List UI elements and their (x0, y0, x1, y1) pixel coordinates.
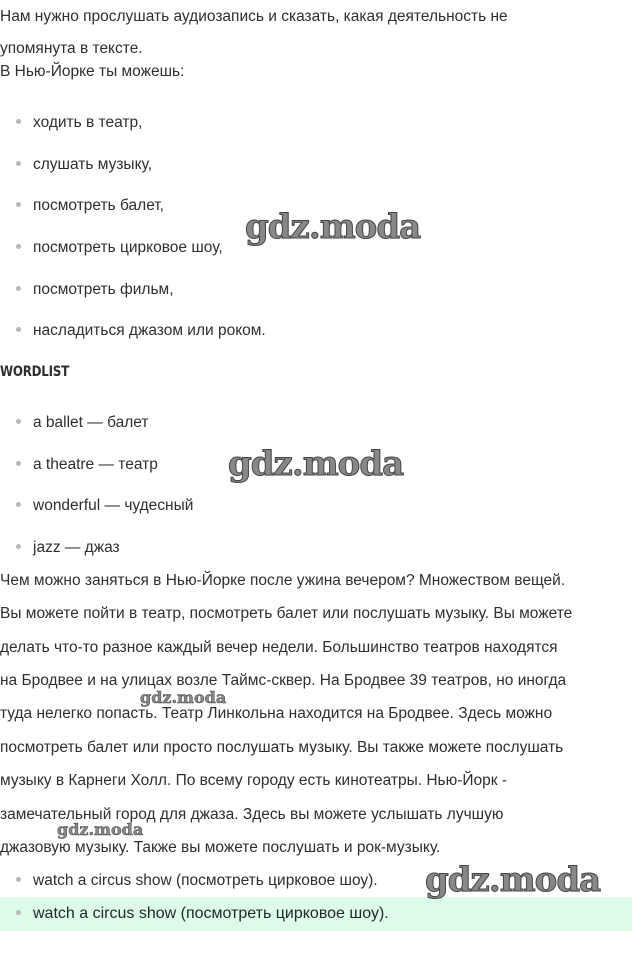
answer-item (16, 871, 378, 891)
list-item (16, 538, 120, 558)
bullet-icon (16, 544, 21, 549)
watermark: gdz.moda (57, 820, 144, 839)
watermark: gdz.moda (425, 860, 601, 900)
list-item-text: a ballet — балет (33, 414, 149, 431)
list-item (16, 455, 158, 475)
list-item (16, 113, 142, 133)
paragraph-line: посмотреть балет или просто послушать музыку. Вы также можете послушать (0, 739, 564, 756)
bullet-icon (16, 244, 21, 249)
list-item (16, 321, 266, 341)
watermark: gdz.moda (245, 207, 421, 247)
list-item (16, 280, 174, 300)
bullet-icon (16, 202, 21, 207)
list-item-text: ходить в театр, (33, 114, 143, 131)
paragraph-line: музыку в Карнеги Холл. По всему городу есть кинотеатры. Нью-Йорк - (0, 772, 508, 789)
intro-line: В Нью-Йорке ты можешь: (0, 63, 185, 80)
list-item (16, 413, 149, 433)
list-item (16, 496, 193, 516)
paragraph-line: Вы можете пойти в театр, посмотреть балет или послушать музыку. Вы можете (0, 605, 573, 622)
answer-text: watch a circus show (посмотреть цирковое шоу). (33, 905, 389, 922)
wordlist-heading: WORDLIST (0, 364, 69, 380)
bullet-icon (16, 461, 21, 466)
paragraph-line: джазовую музыку. Также вы можете послушать и рок-музыку. (0, 839, 441, 856)
bullet-icon (16, 286, 21, 291)
bullet-icon (16, 327, 21, 332)
paragraph-line: делать что-то разное каждый вечер недели. Большинство театров находятся (0, 639, 558, 656)
intro-line: упомянута в тексте. (0, 40, 143, 57)
paragraph-line: туда нелегко попасть. Театр Линкольна находится на Бродвее. Здесь можно (0, 705, 553, 722)
paragraph-line: на Бродвее и на улицах возле Таймс-сквер. На Бродвее 39 театров, но иногда (0, 672, 567, 689)
bullet-icon (16, 119, 21, 124)
watermark: gdz.moda (228, 444, 404, 484)
list-item-text: насладиться джазом или роком. (33, 322, 266, 339)
highlighted-answer-item (16, 904, 389, 924)
list-item (16, 196, 164, 216)
bullet-icon (16, 161, 21, 166)
list-item (16, 238, 223, 258)
list-item-text: wonderful — чудесный (33, 497, 194, 514)
list-item-text: jazz — джаз (33, 539, 120, 556)
watermark: gdz.moda (140, 688, 227, 707)
paragraph-line: замечательный город для джаза. Здесь вы можете услышать лучшую (0, 806, 504, 823)
bullet-icon (16, 419, 21, 424)
list-item-text: слушать музыку, (33, 156, 153, 173)
bullet-icon (16, 877, 21, 882)
bullet-icon (16, 910, 21, 915)
list-item-text: посмотреть балет, (33, 197, 164, 214)
answer-text: watch a circus show (посмотреть цирковое шоу). (33, 872, 378, 889)
paragraph-line: Чем можно заняться в Нью-Йорке после ужина вечером? Множеством вещей. (0, 572, 566, 589)
bullet-icon (16, 502, 21, 507)
list-item-text: посмотреть фильм, (33, 281, 174, 298)
list-item-text: a theatre — театр (33, 456, 158, 473)
intro-line: Нам нужно прослушать аудиозапись и сказать, какая деятельность не (0, 8, 508, 25)
list-item-text: посмотреть цирковое шоу, (33, 239, 223, 256)
list-item (16, 155, 152, 175)
